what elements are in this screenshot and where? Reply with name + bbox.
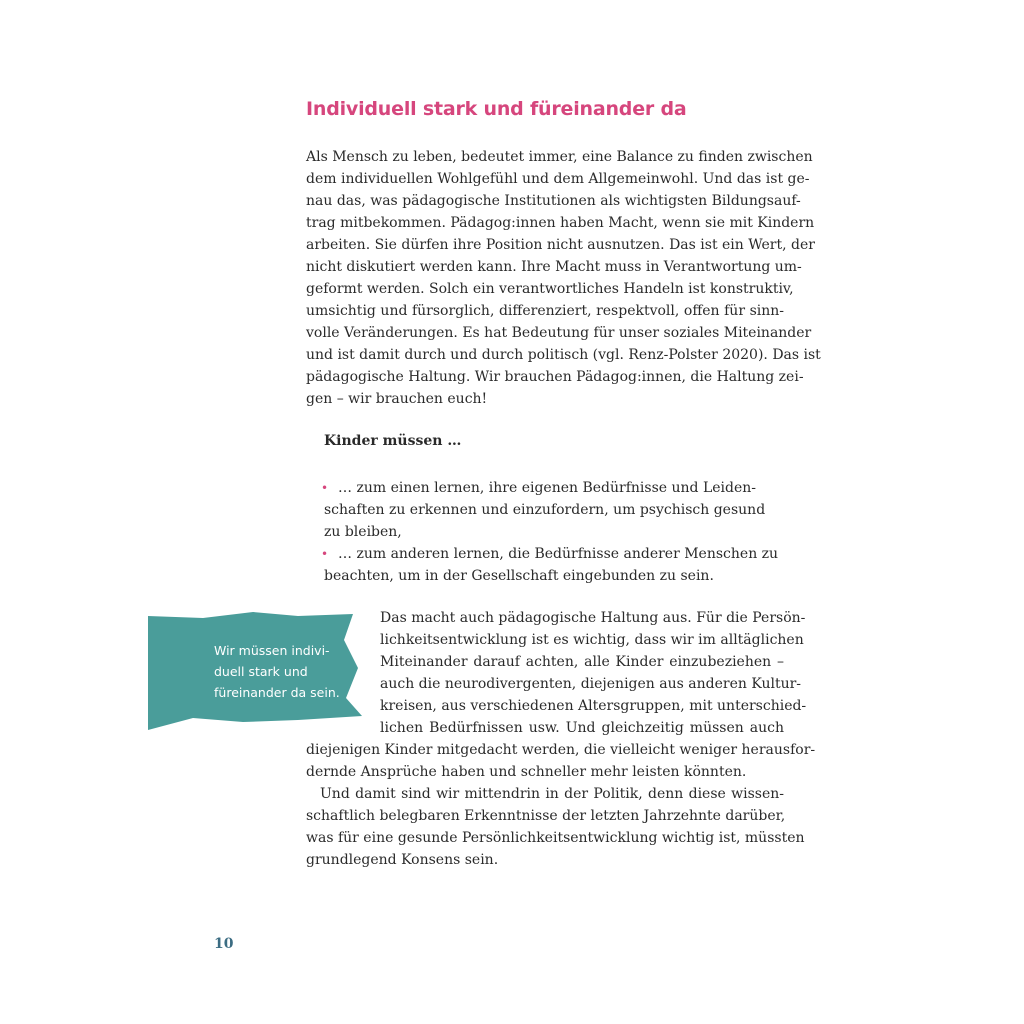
callout-line: Wir müssen indivi-	[214, 643, 330, 658]
text-line: kreisen, aus verschiedenen Altersgruppen, mit unterschied-	[380, 698, 807, 714]
list-item	[320, 477, 780, 543]
text-line: lichen Bedürfnissen usw. Und gleichzeitig müssen auch	[380, 720, 784, 736]
text-line: Und damit sind wir mittendrin in der Politik, denn diese wissen-	[320, 786, 784, 802]
text-line: umsichtig und fürsorglich, differenziert, respektvoll, offen für sinn-	[306, 303, 784, 319]
text-line: pädagogische Haltung. Wir brauchen Pädagog:innen, die Haltung zei-	[306, 369, 804, 385]
text-line: schaftlich belegbaren Erkenntnisse der letzten Jahrzehnte darüber,	[306, 808, 786, 824]
list-title: Kinder müssen …	[324, 433, 462, 449]
list-item-line: … zum einen lernen, ihre eigenen Bedürfnisse und Leiden-	[338, 480, 756, 496]
bullet-list	[320, 477, 780, 587]
text-line: diejenigen Kinder mitgedacht werden, die vielleicht weniger herausfor-	[306, 742, 816, 758]
list-item-line: schaften zu erkennen und einzufordern, um psychisch gesund	[324, 502, 766, 518]
page-number: 10	[214, 936, 234, 952]
list-item	[320, 543, 780, 587]
text-line: nicht diskutiert werden kann. Ihre Macht muss in Verantwortung um-	[306, 259, 802, 275]
text-line: geformt werden. Solch ein verantwortliches Handeln ist konstruktiv,	[306, 281, 794, 297]
callout-line: duell stark und	[214, 664, 308, 679]
text-line: Als Mensch zu leben, bedeutet immer, eine Balance zu finden zwischen	[306, 149, 813, 165]
paragraph-haltung	[306, 607, 816, 783]
text-line: lichkeitsentwicklung ist es wichtig, dass wir im alltäglichen	[380, 632, 804, 648]
text-line: grundlegend Konsens sein.	[306, 852, 499, 868]
text-line: dem individuellen Wohlgefühl und dem Allgemeinwohl. Und das ist ge-	[306, 171, 810, 187]
text-line: auch die neurodivergenten, diejenigen aus anderen Kultur-	[380, 676, 802, 692]
list-item-line: zu bleiben,	[324, 524, 402, 540]
text-line: trag mitbekommen. Pädagog:innen haben Macht, wenn sie mit Kindern	[306, 215, 815, 231]
list-item-line: … zum anderen lernen, die Bedürfnisse anderer Menschen zu	[338, 546, 779, 562]
text-line: nau das, was pädagogische Institutionen als wichtigsten Bildungsauf-	[306, 193, 801, 209]
text-line: dernde Ansprüche haben und schneller mehr leisten könnten.	[306, 764, 747, 780]
bullet-icon: •	[321, 547, 329, 561]
callout-line: füreinander da sein.	[214, 685, 340, 700]
text-line: gen – wir brauchen euch!	[306, 391, 488, 407]
bullet-icon: •	[321, 481, 329, 495]
text-line: Miteinander darauf achten, alle Kinder einzubeziehen –	[380, 654, 784, 670]
text-line: was für eine gesunde Persönlichkeitsentwicklung wichtig ist, müssten	[306, 830, 805, 846]
text-line: volle Veränderungen. Es hat Bedeutung für unser soziales Miteinander	[306, 325, 812, 341]
list-item-line: beachten, um in der Gesellschaft eingebunden zu sein.	[324, 568, 714, 584]
section-heading: Individuell stark und füreinander da	[306, 98, 687, 120]
text-line: Das macht auch pädagogische Haltung aus. Für die Persön-	[380, 610, 806, 626]
text-line: und ist damit durch und durch politisch (vgl. Renz-Polster 2020). Das ist	[306, 347, 821, 363]
paragraph-politik	[306, 783, 805, 871]
paragraph-intro	[306, 146, 821, 410]
text-line: arbeiten. Sie dürfen ihre Position nicht ausnutzen. Das ist ein Wert, der	[306, 237, 815, 253]
